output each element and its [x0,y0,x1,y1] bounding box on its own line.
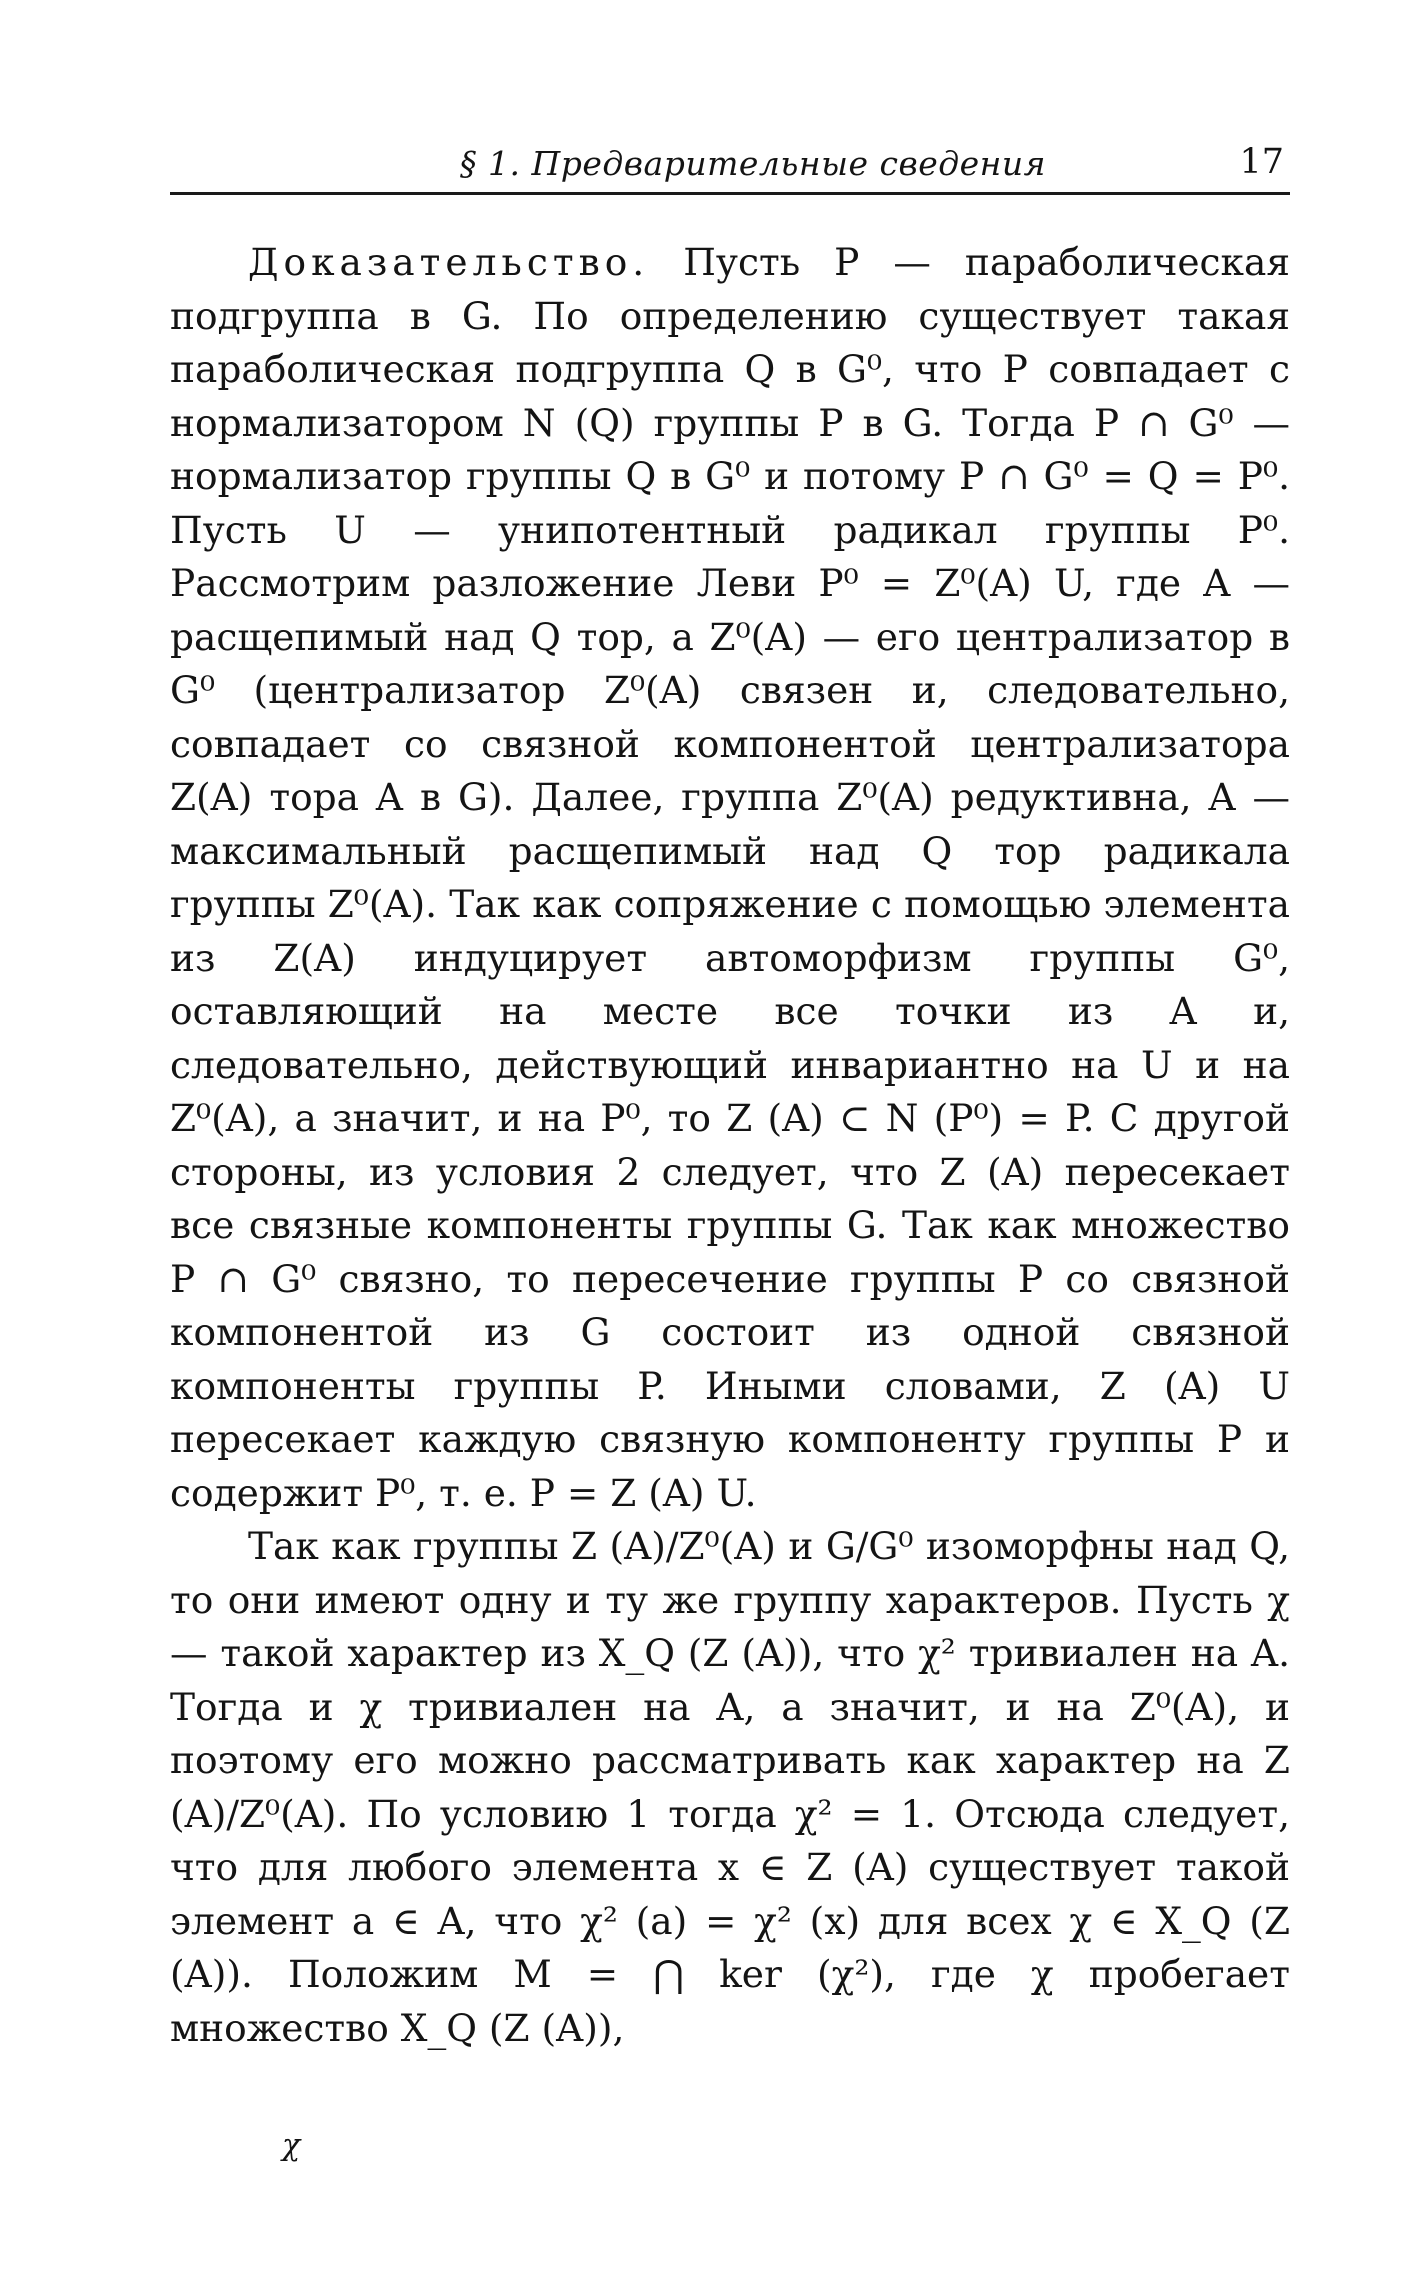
paragraph-proof-text: Пусть P — параболическая подгруппа в G. По определению существует такая параболическая подгруппа Q в G⁰, что P совпадает с нормализатором N (Q) группы P в G. Тогда P ∩ G⁰ — нормализатор группы Q в G⁰ и потому P ∩ G⁰ = Q = P⁰. Пусть U — унипотентный радикал группы P⁰. Рассмотрим разложение Леви P⁰ = Z⁰(A) U, где A — расщепимый над Q тор, а Z⁰(A) — его централизатор в G⁰ (централизатор Z⁰(A) связен и, следовательно, совпадает со связной компонентой централизатора Z(A) тора A в G). Далее, группа Z⁰(A) редуктивна, A — максимальный расщепимый над Q тор радикала группы Z⁰(A). Так как сопряжение с помощью элемента из Z(A) индуцирует автоморфизм группы G⁰, оставляющий на месте все точки из A и, следовательно, действующий инвариантно на U и на Z⁰(A), а значит, и на P⁰, то Z (A) ⊂ N (P⁰) = P. С другой стороны, из условия 2 следует, что Z (A) пересекает все связные компоненты группы G. Так как множество P ∩ G⁰ связно, то пересечение группы P со связной компонентой из G состоит из одной связной компоненты группы P. Иными словами, Z (A) U пересекает каждую связную компоненту группы P и содержит P⁰, т. е. P = Z (A) U. [170,240,1291,1515]
proof-label: Доказательство. [248,240,650,284]
paragraph-characters-text: Так как группы Z (A)/Z⁰(A) и G/G⁰ изоморфны над Q, то они имеют одну и ту же группу характеров. Пусть χ — такой характер из X_Q (Z (A)), что χ² тривиален на A. Тогда и χ тривиален на A, а значит, и на Z⁰(A), и поэтому его можно рассматривать как характер на Z (A)/Z⁰(A). По условию 1 тогда χ² = 1. Отсюда следует, что для любого элемента x ∈ Z (A) существует такой элемент a ∈ A, что χ² (a) = χ² (x) для всех χ ∈ X_Q (Z (A)). Положим M = ⋂ ker (χ²), где χ пробегает множество X_Q (Z (A)), [170,1524,1290,2050]
page-body [170,236,1290,2055]
paragraph-proof [170,236,1290,1520]
intersection-subscript: χ [282,2128,301,2163]
paragraph-characters [170,1520,1290,2055]
running-header [170,140,1290,195]
page-number: 17 [1239,142,1284,182]
header-title: § 1. Предварительные сведения [460,144,1047,183]
